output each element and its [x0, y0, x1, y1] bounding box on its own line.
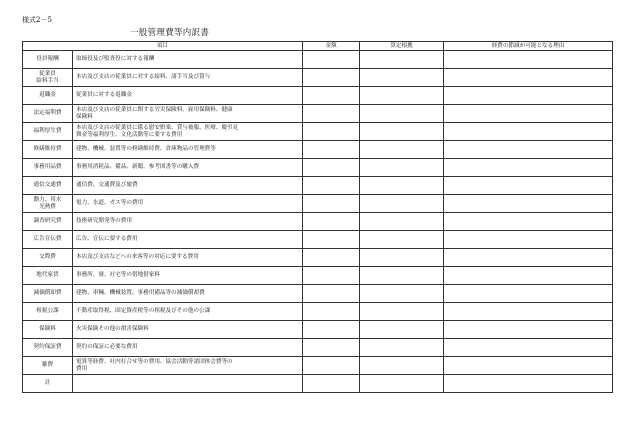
- amount-cell[interactable]: [303, 69, 360, 87]
- cost-reduction-reason-cell[interactable]: [444, 249, 613, 267]
- expense-description: 電力、水道、ガス等の費用: [73, 195, 303, 213]
- header-amount: 金額: [303, 42, 360, 51]
- table-row: [23, 141, 613, 159]
- calculation-basis-cell[interactable]: [360, 195, 444, 213]
- table-row: [23, 357, 613, 375]
- expense-description: 本店及び支店の従業員に係る慰安娯楽、貸与被服、医療、慶弔見 舞金等福利厚生、文化活動等に要する費用: [73, 123, 303, 141]
- cost-reduction-reason-cell[interactable]: [444, 357, 613, 375]
- amount-cell[interactable]: [303, 339, 360, 357]
- table-row: [23, 213, 613, 231]
- table-row: [23, 231, 613, 249]
- calculation-basis-cell[interactable]: [360, 177, 444, 195]
- table-row: [23, 303, 613, 321]
- expense-category: 福利厚生費: [23, 123, 73, 141]
- expense-description: 契約の保証に必要な費用: [73, 339, 303, 357]
- amount-cell[interactable]: [303, 249, 360, 267]
- cost-reduction-reason-cell[interactable]: [444, 195, 613, 213]
- expense-description: 不動産取得税、固定資産税等の租税及びその他の公課: [73, 303, 303, 321]
- amount-cell[interactable]: [303, 231, 360, 249]
- calculation-basis-cell[interactable]: [360, 69, 444, 87]
- calculation-basis-cell[interactable]: [360, 123, 444, 141]
- form-number: 様式2－5: [22, 16, 52, 24]
- calculation-basis-cell[interactable]: [360, 213, 444, 231]
- amount-cell[interactable]: [303, 357, 360, 375]
- expense-category: 地代家賃: [23, 267, 73, 285]
- cost-reduction-reason-cell[interactable]: [444, 141, 613, 159]
- table-row: [23, 285, 613, 303]
- calculation-basis-cell[interactable]: [360, 303, 444, 321]
- cost-reduction-reason-cell[interactable]: [444, 303, 613, 321]
- amount-cell[interactable]: [303, 321, 360, 339]
- calculation-basis-cell[interactable]: [360, 285, 444, 303]
- calculation-basis-cell[interactable]: [360, 339, 444, 357]
- table-row: [23, 177, 613, 195]
- calculation-basis-cell[interactable]: [360, 375, 444, 393]
- expense-category: 修繕維持費: [23, 141, 73, 159]
- table-row: [23, 87, 613, 105]
- expense-category: 交際費: [23, 249, 73, 267]
- cost-reduction-reason-cell[interactable]: [444, 375, 613, 393]
- expense-category: 退職金: [23, 87, 73, 105]
- cost-reduction-reason-cell[interactable]: [444, 321, 613, 339]
- table-row: [23, 375, 613, 393]
- table-row: [23, 339, 613, 357]
- cost-reduction-reason-cell[interactable]: [444, 123, 613, 141]
- expense-breakdown-table: [22, 41, 613, 393]
- expense-category: 雑費: [23, 357, 73, 375]
- expense-category: 調査研究費: [23, 213, 73, 231]
- table-body: [23, 51, 613, 393]
- header-reason: 経費の節減が可能となる理由: [444, 42, 613, 51]
- calculation-basis-cell[interactable]: [360, 231, 444, 249]
- expense-description: 電算等経費、社内打合せ等の費用、協会活動等諸団体会費等の 費用: [73, 357, 303, 375]
- table-row: [23, 105, 613, 123]
- expense-description: 事務用消耗品、備品、新聞、参考図書等の購入費: [73, 159, 303, 177]
- cost-reduction-reason-cell[interactable]: [444, 69, 613, 87]
- expense-description: 広告、宣伝に要する費用: [73, 231, 303, 249]
- calculation-basis-cell[interactable]: [360, 249, 444, 267]
- amount-cell[interactable]: [303, 105, 360, 123]
- cost-reduction-reason-cell[interactable]: [444, 339, 613, 357]
- amount-cell[interactable]: [303, 267, 360, 285]
- table-row: [23, 195, 613, 213]
- expense-description: 取締役及び監査役に対する報酬: [73, 51, 303, 69]
- expense-description: 本店及び支店の従業員に対する給料、諸手当及び賞与: [73, 69, 303, 87]
- expense-description: 従業員に対する退職金: [73, 87, 303, 105]
- calculation-basis-cell[interactable]: [360, 51, 444, 69]
- amount-cell[interactable]: [303, 159, 360, 177]
- expense-description: 技術研究開発等の費用: [73, 213, 303, 231]
- expense-category: 減価償却費: [23, 285, 73, 303]
- amount-cell[interactable]: [303, 177, 360, 195]
- header-item: 項目: [23, 42, 303, 51]
- cost-reduction-reason-cell[interactable]: [444, 231, 613, 249]
- expense-category: 保険料: [23, 321, 73, 339]
- amount-cell[interactable]: [303, 141, 360, 159]
- cost-reduction-reason-cell[interactable]: [444, 87, 613, 105]
- expense-description: 事務所、寮、社宅等の借地借家料: [73, 267, 303, 285]
- table-header-row: [23, 42, 613, 51]
- expense-description: [73, 375, 303, 393]
- calculation-basis-cell[interactable]: [360, 267, 444, 285]
- amount-cell[interactable]: [303, 51, 360, 69]
- expense-category: 法定福利費: [23, 105, 73, 123]
- calculation-basis-cell[interactable]: [360, 159, 444, 177]
- expense-category: 事務用品費: [23, 159, 73, 177]
- table-row: [23, 249, 613, 267]
- cost-reduction-reason-cell[interactable]: [444, 51, 613, 69]
- calculation-basis-cell[interactable]: [360, 321, 444, 339]
- cost-reduction-reason-cell[interactable]: [444, 177, 613, 195]
- amount-cell[interactable]: [303, 285, 360, 303]
- expense-category: 計: [23, 375, 73, 393]
- amount-cell[interactable]: [303, 195, 360, 213]
- amount-cell[interactable]: [303, 303, 360, 321]
- expense-category: 広告宣伝費: [23, 231, 73, 249]
- expense-description: 本店及び支店の従業員に関する労災保険料、雇用保険料、健康 保険料: [73, 105, 303, 123]
- expense-description: 本店及び支店などへの来客等の対応に要する費用: [73, 249, 303, 267]
- cost-reduction-reason-cell[interactable]: [444, 159, 613, 177]
- cost-reduction-reason-cell[interactable]: [444, 285, 613, 303]
- table-row: [23, 321, 613, 339]
- amount-cell[interactable]: [303, 213, 360, 231]
- amount-cell[interactable]: [303, 375, 360, 393]
- expense-category: 従業員 給料手当: [23, 69, 73, 87]
- cost-reduction-reason-cell[interactable]: [444, 267, 613, 285]
- document-title: 一般管理費等内訳書: [130, 28, 210, 38]
- amount-cell[interactable]: [303, 87, 360, 105]
- expense-category: 契約保証費: [23, 339, 73, 357]
- table-row: [23, 51, 613, 69]
- expense-description: 火災保険その他の損害保険料: [73, 321, 303, 339]
- cost-reduction-reason-cell[interactable]: [444, 213, 613, 231]
- expense-category: 通信交通費: [23, 177, 73, 195]
- header-basis: 算定根拠: [360, 42, 444, 51]
- expense-description: 建物、機械、装置等の修繕維持費、倉庫物品の管理費等: [73, 141, 303, 159]
- expense-category: 動力、用水 光熱費: [23, 195, 73, 213]
- table-row: [23, 159, 613, 177]
- table-row: [23, 69, 613, 87]
- table-row: [23, 267, 613, 285]
- table-row: [23, 123, 613, 141]
- calculation-basis-cell[interactable]: [360, 141, 444, 159]
- expense-category: 役員報酬: [23, 51, 73, 69]
- calculation-basis-cell[interactable]: [360, 105, 444, 123]
- calculation-basis-cell[interactable]: [360, 87, 444, 105]
- amount-cell[interactable]: [303, 123, 360, 141]
- calculation-basis-cell[interactable]: [360, 357, 444, 375]
- expense-category: 租税公課: [23, 303, 73, 321]
- cost-reduction-reason-cell[interactable]: [444, 105, 613, 123]
- expense-description: 建物、車輛、機械装置、事務用備品等の減価償却費: [73, 285, 303, 303]
- expense-description: 通信費、交通費及び旅費: [73, 177, 303, 195]
